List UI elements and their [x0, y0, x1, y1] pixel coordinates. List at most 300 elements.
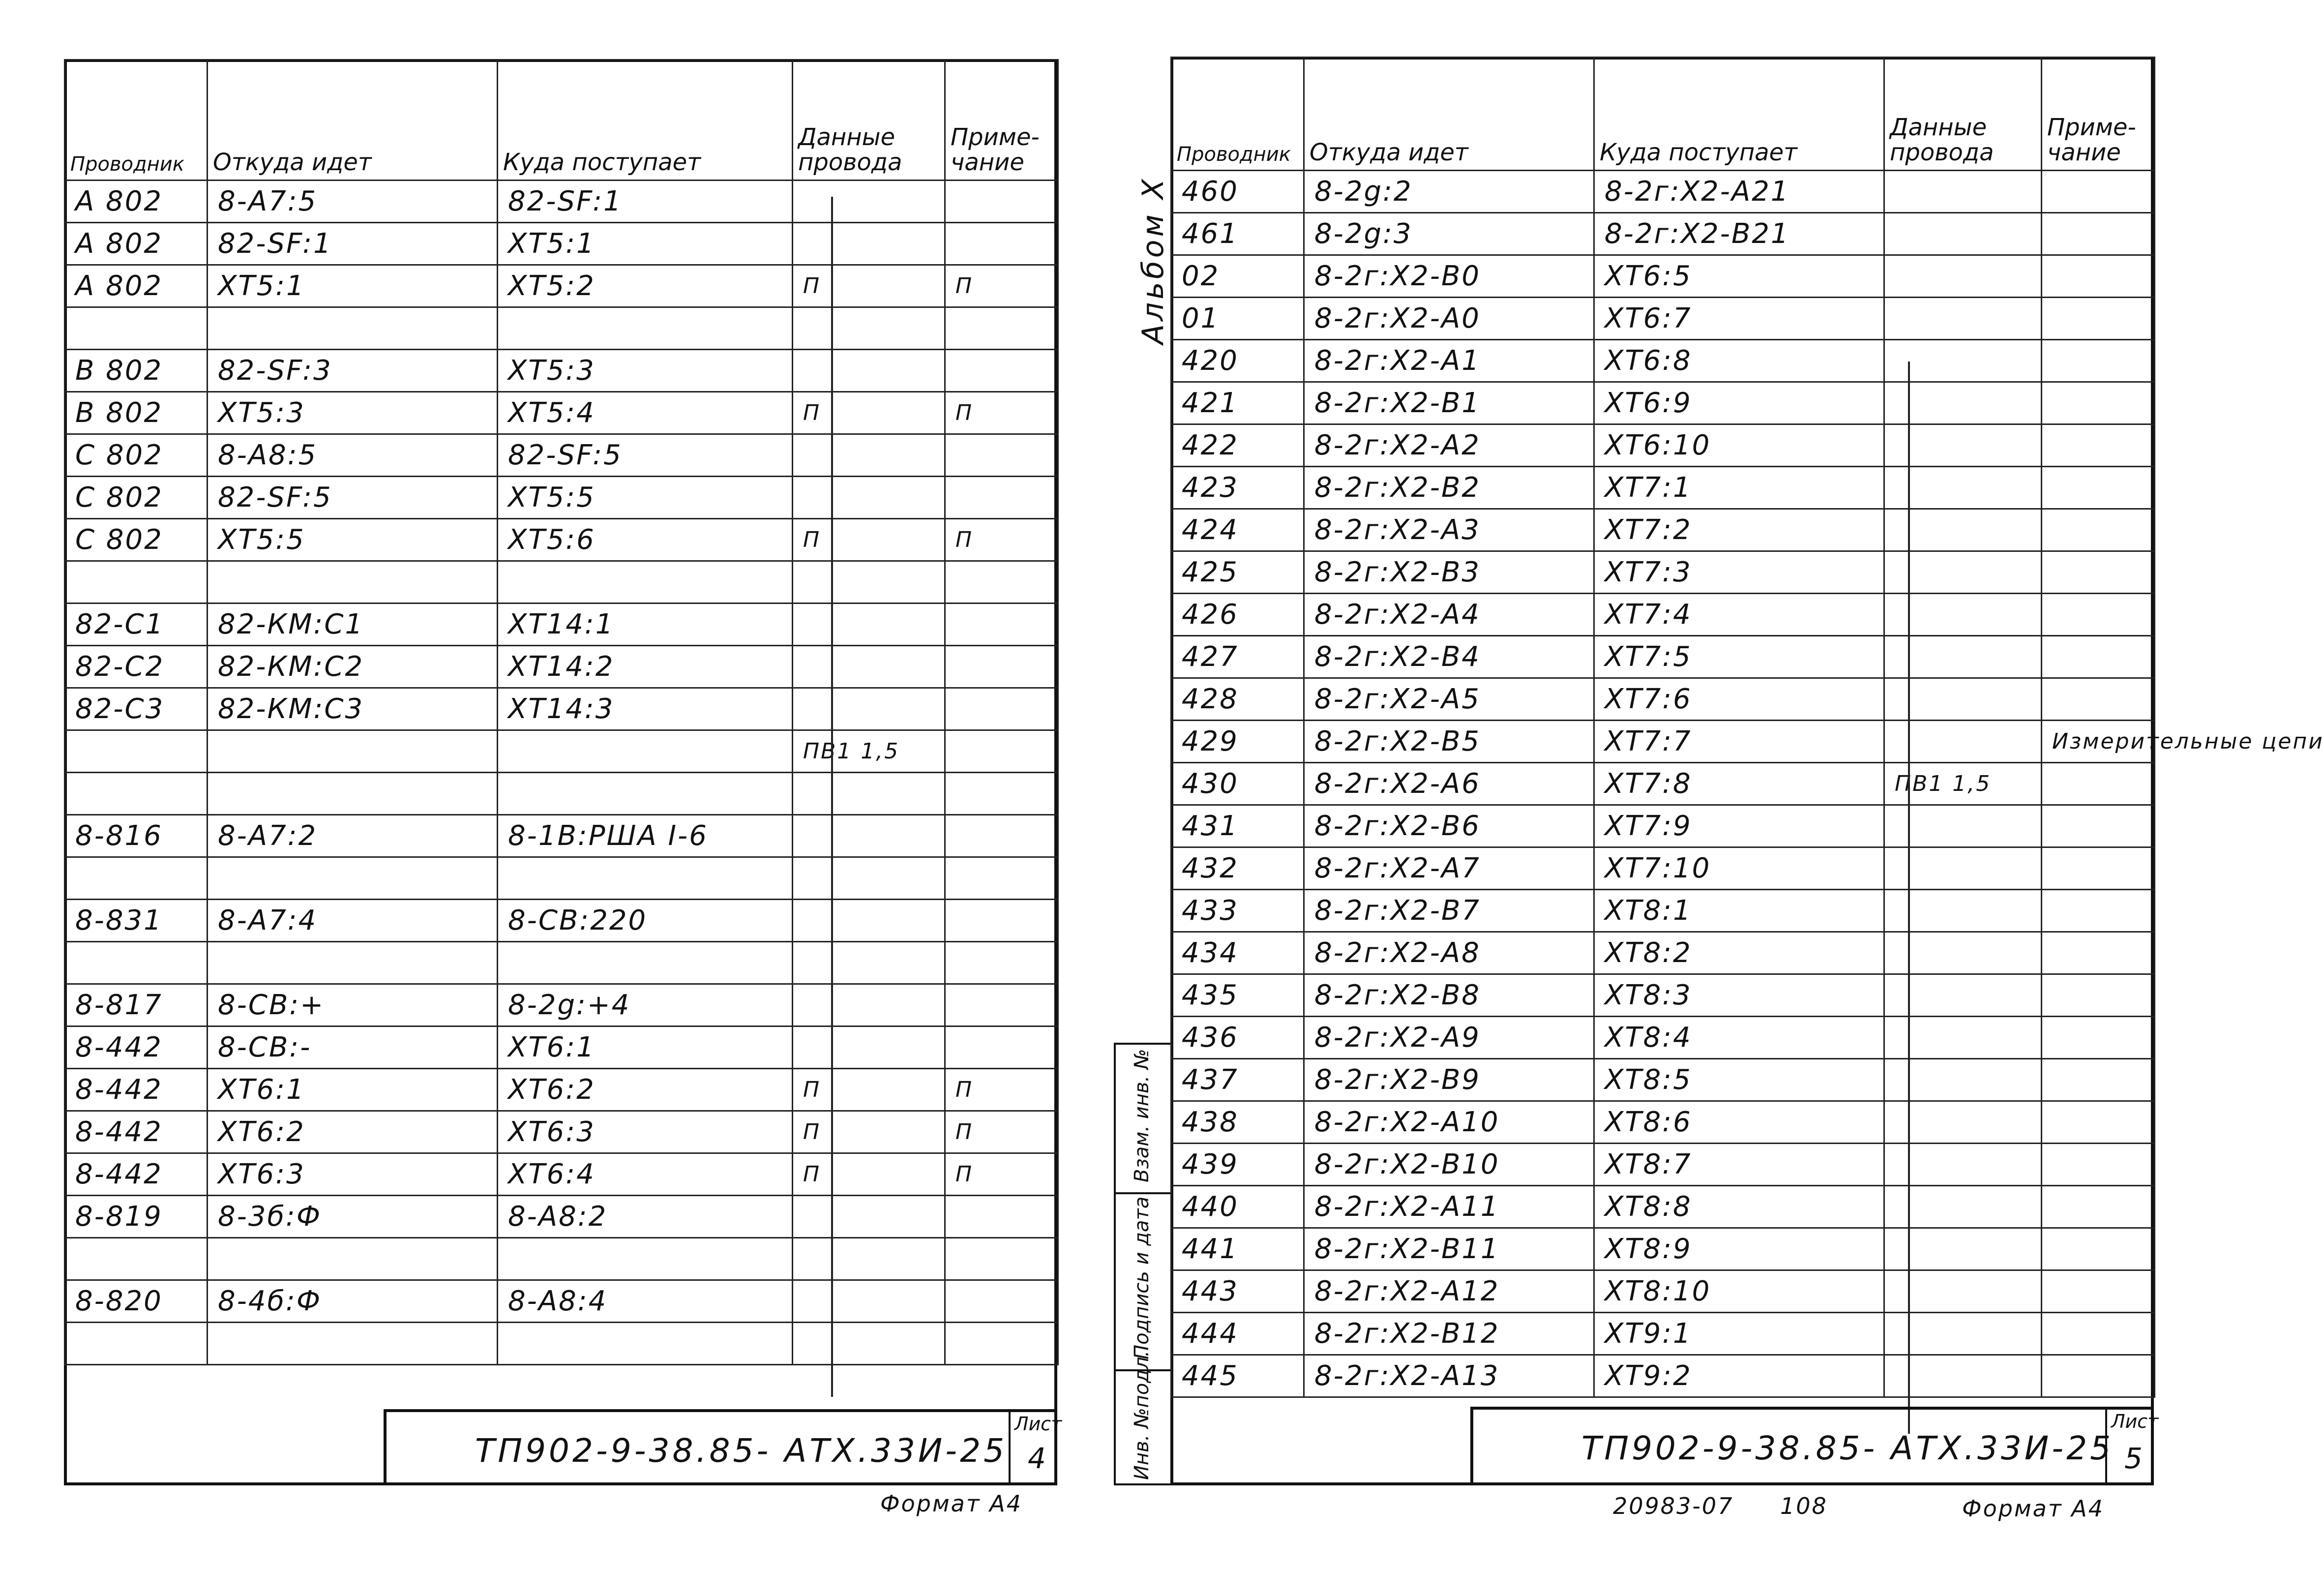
- cell-note: П: [945, 1153, 1058, 1196]
- cell-to: XT8:2: [1594, 932, 1884, 974]
- cell-note: [945, 350, 1058, 392]
- cell-to: XT8:6: [1594, 1101, 1884, 1144]
- cell-from: 82-КМ:С2: [208, 646, 498, 688]
- cell-from: [208, 857, 498, 900]
- cell-wire: 421: [1171, 382, 1304, 424]
- cell-note: [2042, 509, 2155, 551]
- table-row: [1171, 467, 2155, 509]
- cell-note: [2042, 340, 2155, 382]
- cell-wire: 8-442: [65, 1069, 208, 1111]
- cell-note: [2042, 424, 2155, 467]
- side-sign-date: Подпись и дата: [1131, 1196, 1153, 1359]
- cell-data: П: [793, 519, 945, 561]
- cell-to: XT14:2: [498, 646, 793, 688]
- cell-from: 8-2г:Х2-А6: [1304, 763, 1594, 805]
- cell-to: [498, 561, 793, 603]
- cell-wire: С 802: [65, 477, 208, 519]
- table-row: [65, 392, 1058, 434]
- cell-from: 8-4б:Ф: [208, 1280, 498, 1323]
- cell-wire: В 802: [65, 392, 208, 434]
- table-row: [1171, 340, 2155, 382]
- cell-from: 8-2г:Х2-А13: [1304, 1355, 1594, 1397]
- cell-to: XT7:8: [1594, 763, 1884, 805]
- cell-note: [2042, 213, 2155, 255]
- table-row: [1171, 763, 2155, 805]
- cell-note: [2042, 1270, 2155, 1313]
- cell-note: [2042, 382, 2155, 424]
- table-row: [1171, 1101, 2155, 1144]
- cell-wire: 420: [1171, 340, 1304, 382]
- cell-data: П: [793, 392, 945, 434]
- cell-from: 8-2г:Х2-В10: [1304, 1144, 1594, 1186]
- cell-from: 8-А7:5: [208, 181, 498, 223]
- table-row: [1171, 171, 2155, 213]
- cell-data: [793, 857, 945, 900]
- cell-wire: 429: [1171, 721, 1304, 763]
- cell-note: [2042, 594, 2155, 636]
- cell-to: XT6:7: [1594, 298, 1884, 340]
- table-row: [1171, 1270, 2155, 1313]
- side-stamp: [1114, 1043, 1173, 1485]
- table-row: [65, 1111, 1058, 1153]
- right-format-label: Формат А4: [1962, 1495, 2104, 1522]
- cell-note: [945, 815, 1058, 857]
- cell-data: [793, 223, 945, 265]
- cell-note: [945, 857, 1058, 900]
- cell-wire: 8-442: [65, 1153, 208, 1196]
- table-row: [65, 434, 1058, 477]
- header-from: Откуда идет: [208, 60, 498, 181]
- cell-wire: 8-819: [65, 1196, 208, 1238]
- table-row: [1171, 424, 2155, 467]
- cell-data: [793, 900, 945, 942]
- cell-to: XT5:3: [498, 350, 793, 392]
- cell-from: 8-СВ:-: [208, 1026, 498, 1069]
- cell-to: XT7:2: [1594, 509, 1884, 551]
- table-row: [65, 223, 1058, 265]
- cell-note: [945, 984, 1058, 1026]
- cell-note: [945, 603, 1058, 646]
- cell-from: 8-А7:4: [208, 900, 498, 942]
- table-row: [65, 1153, 1058, 1196]
- cell-note: [2042, 847, 2155, 890]
- cell-to: XT6:5: [1594, 255, 1884, 298]
- right-data-brace: [1908, 362, 1910, 1434]
- table-row: [1171, 890, 2155, 932]
- header-from-right: Откуда идет: [1304, 58, 1594, 171]
- cell-to: XT7:1: [1594, 467, 1884, 509]
- cell-note: [945, 688, 1058, 730]
- cell-from: XT5:5: [208, 519, 498, 561]
- cell-note: [945, 646, 1058, 688]
- table-row: [65, 900, 1058, 942]
- right-sheet-number: 5: [2124, 1442, 2143, 1475]
- cell-from: XT6:3: [208, 1153, 498, 1196]
- cell-note: [2042, 467, 2155, 509]
- cell-wire: С 802: [65, 519, 208, 561]
- cell-from: 8-2г:Х2-А12: [1304, 1270, 1594, 1313]
- cell-to: [498, 1238, 793, 1280]
- cell-wire: 440: [1171, 1186, 1304, 1228]
- header-note: Приме- чание: [945, 60, 1058, 181]
- left-doc-code: ТП902-9-38.85- АТХ.33И-25: [475, 1432, 1008, 1470]
- cell-wire: 8-817: [65, 984, 208, 1026]
- header-to: Куда поступает: [498, 60, 793, 181]
- cell-to: 8-А8:2: [498, 1196, 793, 1238]
- cell-wire: 441: [1171, 1228, 1304, 1270]
- table-row: [1171, 721, 2155, 763]
- cell-note: [2042, 1313, 2155, 1355]
- cell-to: XT14:3: [498, 688, 793, 730]
- cell-from: 8-СВ:+: [208, 984, 498, 1026]
- table-row: [1171, 1228, 2155, 1270]
- cell-to: [498, 857, 793, 900]
- table-row: [65, 307, 1058, 350]
- cell-wire: [65, 1323, 208, 1365]
- cell-note: [945, 223, 1058, 265]
- cell-wire: 82-С1: [65, 603, 208, 646]
- cell-note: П: [945, 1111, 1058, 1153]
- cell-to: XT6:10: [1594, 424, 1884, 467]
- cell-to: [498, 942, 793, 984]
- table-row: [1171, 551, 2155, 594]
- cell-note: [2042, 1186, 2155, 1228]
- cell-wire: 427: [1171, 636, 1304, 678]
- cell-from: 8-2г:Х2-А7: [1304, 847, 1594, 890]
- cell-from: 8-3б:Ф: [208, 1196, 498, 1238]
- table-row: [1171, 509, 2155, 551]
- cell-to: XT7:3: [1594, 551, 1884, 594]
- archive-number: 20983-07: [1613, 1493, 1734, 1519]
- table-row: [1171, 678, 2155, 721]
- cell-to: XT7:6: [1594, 678, 1884, 721]
- table-row: [65, 519, 1058, 561]
- header-data-right: Данные провода: [1884, 58, 2042, 171]
- cell-to: XT7:7: [1594, 721, 1884, 763]
- cell-data: [793, 307, 945, 350]
- cell-data: [1884, 298, 2042, 340]
- cell-to: XT6:4: [498, 1153, 793, 1196]
- cell-from: 8-2г:Х2-А11: [1304, 1186, 1594, 1228]
- table-row: [65, 1280, 1058, 1323]
- cell-note: [945, 730, 1058, 773]
- table-row: [65, 477, 1058, 519]
- cell-to: XT7:4: [1594, 594, 1884, 636]
- cell-to: XT5:1: [498, 223, 793, 265]
- cell-to: XT14:1: [498, 603, 793, 646]
- cell-note: [2042, 1228, 2155, 1270]
- cell-to: XT6:2: [498, 1069, 793, 1111]
- cell-wire: 460: [1171, 171, 1304, 213]
- cell-from: 8-2г:Х2-В2: [1304, 467, 1594, 509]
- right-sheet-label: Лист: [2111, 1411, 2159, 1432]
- table-row: [1171, 1017, 2155, 1059]
- cell-from: 82-SF:5: [208, 477, 498, 519]
- table-row: [65, 646, 1058, 688]
- right-doc-code: ТП902-9-38.85- АТХ.33И-25: [1581, 1429, 2114, 1467]
- cell-from: 8-2г:Х2-В0: [1304, 255, 1594, 298]
- cell-data: [793, 646, 945, 688]
- table-row: [65, 730, 1058, 773]
- left-format-label: Формат А4: [880, 1490, 1022, 1517]
- cell-to: XT8:9: [1594, 1228, 1884, 1270]
- cell-note: [945, 773, 1058, 815]
- cell-to: 82-SF:5: [498, 434, 793, 477]
- cell-to: 8-СВ:220: [498, 900, 793, 942]
- cell-data: [793, 477, 945, 519]
- table-row: [1171, 974, 2155, 1017]
- left-data-brace: [831, 197, 833, 1397]
- cell-note: [2042, 551, 2155, 594]
- side-inv-no: Инв. №подл.: [1131, 1350, 1153, 1480]
- cell-from: 8-2г:Х2-В1: [1304, 382, 1594, 424]
- cell-wire: 424: [1171, 509, 1304, 551]
- cell-note: [2042, 171, 2155, 213]
- table-row: [1171, 805, 2155, 847]
- cell-wire: 426: [1171, 594, 1304, 636]
- cell-from: XT5:3: [208, 392, 498, 434]
- cell-note: [945, 1026, 1058, 1069]
- cell-data: ПВ1 1,5: [793, 730, 945, 773]
- cell-note: Измерительные цепи: [2042, 721, 2155, 763]
- cell-wire: 436: [1171, 1017, 1304, 1059]
- cell-to: XT7:10: [1594, 847, 1884, 890]
- cell-to: XT5:5: [498, 477, 793, 519]
- cell-note: [2042, 636, 2155, 678]
- cell-from: [208, 1323, 498, 1365]
- cell-from: 82-КМ:С1: [208, 603, 498, 646]
- cell-data: [793, 1280, 945, 1323]
- cell-from: 8-2g:2: [1304, 171, 1594, 213]
- cell-from: XT6:2: [208, 1111, 498, 1153]
- table-row: [1171, 382, 2155, 424]
- cell-from: 8-2г:Х2-А10: [1304, 1101, 1594, 1144]
- cell-note: [2042, 1101, 2155, 1144]
- cell-from: 8-2г:Х2-А9: [1304, 1017, 1594, 1059]
- cell-to: 8-2g:+4: [498, 984, 793, 1026]
- cell-data: [793, 984, 945, 1026]
- cell-data: [793, 942, 945, 984]
- cell-wire: 431: [1171, 805, 1304, 847]
- cell-from: 8-2г:Х2-В3: [1304, 551, 1594, 594]
- table-row: [65, 1026, 1058, 1069]
- left-sheet-label: Лист: [1014, 1413, 1062, 1435]
- cell-wire: 461: [1171, 213, 1304, 255]
- header-wire-right: Проводник: [1171, 58, 1304, 171]
- cell-from: XT5:1: [208, 265, 498, 307]
- cell-wire: 82-С2: [65, 646, 208, 688]
- cell-from: 8-2г:Х2-А5: [1304, 678, 1594, 721]
- cell-wire: 443: [1171, 1270, 1304, 1313]
- cell-from: 8-2г:Х2-А1: [1304, 340, 1594, 382]
- cell-wire: 428: [1171, 678, 1304, 721]
- cell-wire: [65, 307, 208, 350]
- table-row: [65, 857, 1058, 900]
- cell-to: XT8:5: [1594, 1059, 1884, 1101]
- cell-wire: 8-442: [65, 1111, 208, 1153]
- cell-wire: [65, 561, 208, 603]
- header-note-right: Приме- чание: [2042, 58, 2155, 171]
- cell-to: [498, 307, 793, 350]
- cell-from: 8-2g:3: [1304, 213, 1594, 255]
- cell-to: XT8:7: [1594, 1144, 1884, 1186]
- cell-data: [793, 603, 945, 646]
- cell-to: XT9:2: [1594, 1355, 1884, 1397]
- cell-note: [945, 942, 1058, 984]
- cell-to: 8-А8:4: [498, 1280, 793, 1323]
- cell-note: [945, 307, 1058, 350]
- cell-to: [498, 1323, 793, 1365]
- left-sheet-box: [1009, 1412, 1062, 1485]
- cell-from: [208, 773, 498, 815]
- cell-to: XT8:10: [1594, 1270, 1884, 1313]
- right-table-body: [1171, 171, 2324, 1397]
- cell-to: 82-SF:1: [498, 181, 793, 223]
- cell-to: XT8:8: [1594, 1186, 1884, 1228]
- cell-to: XT8:3: [1594, 974, 1884, 1017]
- cell-note: [2042, 932, 2155, 974]
- cell-wire: [65, 1238, 208, 1280]
- cell-note: [2042, 255, 2155, 298]
- cell-data: П: [793, 265, 945, 307]
- cell-note: [2042, 678, 2155, 721]
- cell-from: 82-SF:1: [208, 223, 498, 265]
- cell-wire: 8-831: [65, 900, 208, 942]
- cell-data: [793, 181, 945, 223]
- cell-note: [2042, 1017, 2155, 1059]
- cell-from: [208, 1238, 498, 1280]
- right-sheet: [1170, 57, 2324, 1485]
- table-row: [65, 815, 1058, 857]
- cell-data: [1884, 171, 2042, 213]
- cell-wire: 423: [1171, 467, 1304, 509]
- cell-to: 8-2г:Х2-А21: [1594, 171, 1884, 213]
- cell-data: [793, 1026, 945, 1069]
- cell-to: XT6:8: [1594, 340, 1884, 382]
- right-wire-table: [1170, 57, 2324, 1398]
- cell-note: [2042, 763, 2155, 805]
- cell-note: [2042, 805, 2155, 847]
- cell-wire: В 802: [65, 350, 208, 392]
- cell-note: [945, 1238, 1058, 1280]
- cell-data: [793, 561, 945, 603]
- cell-from: 8-2г:Х2-В9: [1304, 1059, 1594, 1101]
- table-row: [1171, 636, 2155, 678]
- table-row: [65, 1238, 1058, 1280]
- cell-from: 82-КМ:С3: [208, 688, 498, 730]
- table-row: [65, 1196, 1058, 1238]
- header-to-right: Куда поступает: [1594, 58, 1884, 171]
- left-title-block: [384, 1409, 1062, 1485]
- cell-from: 8-2г:Х2-В4: [1304, 636, 1594, 678]
- cell-from: 8-2г:Х2-В7: [1304, 890, 1594, 932]
- cell-note: [2042, 1144, 2155, 1186]
- cell-wire: 8-816: [65, 815, 208, 857]
- cell-wire: 8-820: [65, 1280, 208, 1323]
- cell-from: 8-2г:Х2-В12: [1304, 1313, 1594, 1355]
- cell-note: [945, 1280, 1058, 1323]
- cell-data: [793, 1196, 945, 1238]
- cell-wire: 439: [1171, 1144, 1304, 1186]
- album-label-text: Альбом X: [1136, 176, 1170, 344]
- table-row: [65, 561, 1058, 603]
- cell-from: 8-2г:Х2-В8: [1304, 974, 1594, 1017]
- cell-to: XT6:3: [498, 1111, 793, 1153]
- cell-note: [945, 900, 1058, 942]
- cell-from: 82-SF:3: [208, 350, 498, 392]
- cell-note: [945, 1323, 1058, 1365]
- cell-note: [945, 181, 1058, 223]
- cell-wire: 445: [1171, 1355, 1304, 1397]
- cell-wire: [65, 773, 208, 815]
- cell-to: [498, 773, 793, 815]
- cell-from: 8-А7:2: [208, 815, 498, 857]
- cell-data: П: [793, 1069, 945, 1111]
- table-row: [1171, 594, 2155, 636]
- cell-note: [945, 477, 1058, 519]
- cell-data: [793, 773, 945, 815]
- cell-wire: 01: [1171, 298, 1304, 340]
- cell-from: 8-2г:Х2-А8: [1304, 932, 1594, 974]
- cell-data: [1884, 213, 2042, 255]
- side-replace-inv: Взам. инв. №: [1131, 1049, 1153, 1182]
- cell-from: 8-2г:Х2-В5: [1304, 721, 1594, 763]
- cell-data: [793, 688, 945, 730]
- table-row: [1171, 1144, 2155, 1186]
- cell-wire: 425: [1171, 551, 1304, 594]
- cell-wire: 437: [1171, 1059, 1304, 1101]
- cell-wire: 82-С3: [65, 688, 208, 730]
- cell-wire: [65, 857, 208, 900]
- cell-wire: 432: [1171, 847, 1304, 890]
- table-row: [65, 350, 1058, 392]
- header-data: Данные провода: [793, 60, 945, 181]
- cell-from: [208, 561, 498, 603]
- table-row: [1171, 255, 2155, 298]
- cell-from: 8-2г:Х2-В11: [1304, 1228, 1594, 1270]
- cell-data: [793, 815, 945, 857]
- left-table-body: [65, 181, 1058, 1365]
- cell-to: XT8:4: [1594, 1017, 1884, 1059]
- cell-wire: 444: [1171, 1313, 1304, 1355]
- cell-wire: [65, 730, 208, 773]
- cell-to: [498, 730, 793, 773]
- cell-wire: 430: [1171, 763, 1304, 805]
- table-row: [65, 688, 1058, 730]
- table-row: [1171, 1059, 2155, 1101]
- cell-to: 8-1В:РША I-6: [498, 815, 793, 857]
- cell-data: П: [793, 1153, 945, 1196]
- cell-note: П: [945, 392, 1058, 434]
- cell-from: [208, 307, 498, 350]
- cell-data: [793, 1323, 945, 1365]
- cell-note: П: [945, 265, 1058, 307]
- cell-data: [793, 1238, 945, 1280]
- cell-note: [945, 1196, 1058, 1238]
- cell-from: 8-2г:Х2-А0: [1304, 298, 1594, 340]
- cell-to: XT5:6: [498, 519, 793, 561]
- table-row: [65, 1069, 1058, 1111]
- table-row: [65, 984, 1058, 1026]
- cell-from: 8-2г:Х2-В6: [1304, 805, 1594, 847]
- table-row: [65, 773, 1058, 815]
- cell-wire: 438: [1171, 1101, 1304, 1144]
- cell-wire: 8-442: [65, 1026, 208, 1069]
- cell-note: [2042, 1059, 2155, 1101]
- right-title-block: [1470, 1407, 2159, 1485]
- cell-to: XT5:4: [498, 392, 793, 434]
- cell-note: [945, 561, 1058, 603]
